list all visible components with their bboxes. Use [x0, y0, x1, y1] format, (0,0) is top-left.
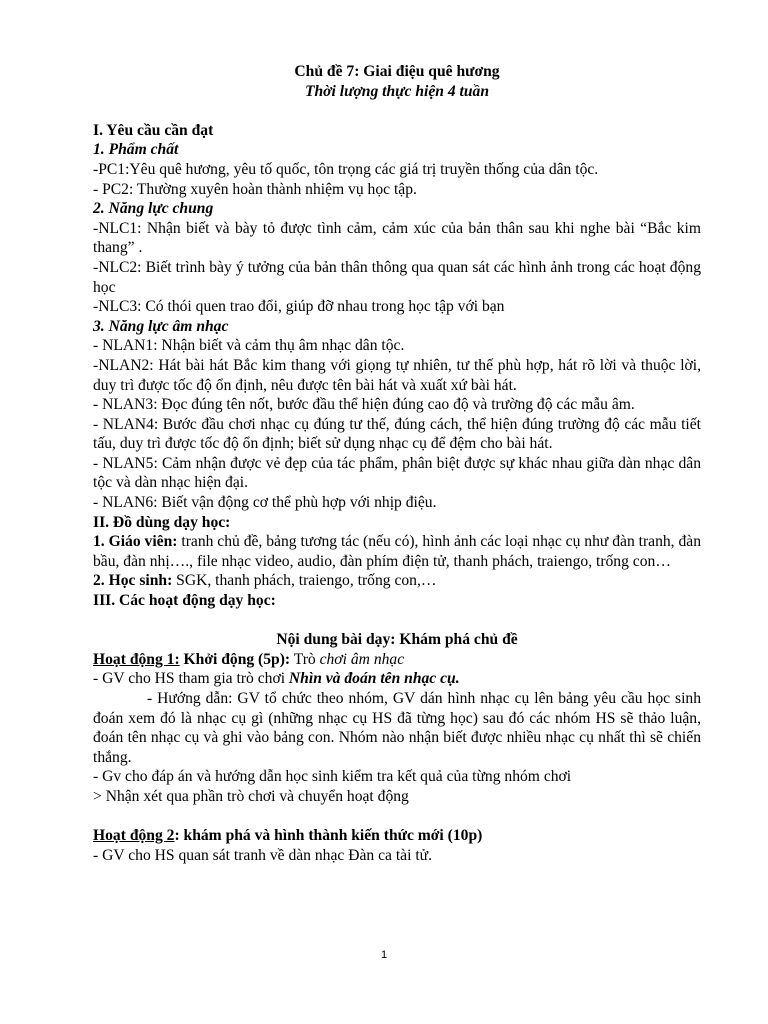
- nlan2-paragraph: -NLAN2: Hát bài hát Bắc kim thang với giọng tự nhiên, tư thế phù hợp, hát rõ lời và thuộc lời, duy trì được tốc độ ổn định, nêu được tên bài hát và xuất xứ bài hát.: [93, 356, 701, 394]
- section-1-heading: I. Yêu cầu cần đạt: [93, 121, 214, 139]
- student-materials-paragraph: [93, 571, 701, 591]
- nlan6-paragraph: - NLAN6: Biết vận động cơ thể phù hợp với nhịp điệu.: [93, 494, 437, 512]
- page-title: Chủ đề 7: Giai điệu quê hương: [294, 63, 500, 80]
- activity-1-text: Trò: [290, 650, 320, 668]
- page-subtitle: Thời lượng thực hiện 4 tuần: [304, 82, 490, 100]
- activity-2-label: Hoạt động 2: [93, 827, 175, 845]
- activity-1-game-title: Nhìn và đoán tên nhạc cụ.: [288, 670, 460, 688]
- activity-1-title: Khởi động (5p):: [179, 650, 291, 668]
- activity-1-heading: [93, 650, 701, 670]
- activity-2-heading: [93, 826, 701, 846]
- activity-1-line-1-text: - GV cho HS tham gia trò chơi: [93, 670, 289, 688]
- teacher-label: 1. Giáo viên:: [93, 533, 178, 551]
- activity-1-game-name: chơi âm nhạc: [319, 650, 405, 668]
- teacher-materials-text: tranh chủ đề, bảng tương tác (nếu có), hình ảnh các loại nhạc cụ như đàn tranh, đàn bầu, đàn nhị…., file nhạc video, audio, đàn phím điện tử, thanh phách, traiengo, trống con…: [93, 533, 701, 570]
- document-page: [93, 62, 701, 865]
- nlan1-paragraph: - NLAN1: Nhận biết và cảm thụ âm nhạc dân tộc.: [93, 337, 405, 355]
- nlan5-paragraph: - NLAN5: Cảm nhận được vẻ đẹp của tác phẩm, phân biệt được sự khác nhau giữa dàn nhạc dân tộc và dàn nhạc hiện đại.: [93, 454, 701, 492]
- activity-2-line-1: - GV cho HS quan sát tranh về dàn nhạc Đàn ca tài tử.: [93, 846, 432, 864]
- student-label: 2. Học sinh:: [93, 572, 173, 590]
- activity-1-label: Hoạt động 1:: [93, 650, 180, 668]
- nlc2-paragraph: -NLC2: Biết trình bày ý tưởng của bản thân thông qua quan sát các hình ảnh trong các hoạt động học: [93, 258, 701, 296]
- activity-1-line-3: - Gv cho đáp án và hướng dẫn học sinh kiểm tra kết quả của từng nhóm chơi: [93, 768, 572, 786]
- nlc3-paragraph: -NLC3: Có thói quen trao đổi, giúp đỡ nhau trong học tập với bạn: [93, 298, 505, 316]
- nlc1-paragraph: -NLC1: Nhận biết và bày tỏ được tình cảm, cảm xúc của bản thân sau khi nghe bài “Bắc kim thang” .: [93, 219, 701, 257]
- pc2-paragraph: - PC2: Thường xuyên hoàn thành nhiệm vụ học tập.: [93, 180, 417, 198]
- nlan3-paragraph: - NLAN3: Đọc đúng tên nốt, bước đầu thể hiện đúng cao độ và trường độ các mẫu âm.: [93, 396, 635, 414]
- activity-1-instructions: [93, 689, 701, 767]
- subsection-music-competence: 3. Năng lực âm nhạc: [93, 317, 229, 335]
- activity-1-instructions-text: - Hướng dẫn: GV tổ chức theo nhóm, GV dán hình nhạc cụ lên bảng yêu cầu học sinh đoán xem đó là nhạc cụ gì (những nhạc cụ HS đã từng học) sau đó các nhóm HS sẽ thảo luận, đoán tên nhạc cụ và ghi vào bảng con. Nhóm nào nhận biết được nhiều nhạc cụ nhất thì sẽ chiến thắng.: [93, 690, 701, 766]
- nlan4-paragraph: - NLAN4: Bước đầu chơi nhạc cụ đúng tư thế, đúng cách, thể hiện đúng trường độ các mẫu tiết tấu, duy trì được tốc độ ổn định; biết sử dụng nhạc cụ để đệm cho bài hát.: [93, 415, 701, 453]
- section-2-heading: II. Đồ dùng dạy học:: [93, 513, 231, 531]
- lesson-title: Nội dung bài dạy: Khám phá chủ đề: [276, 631, 518, 649]
- subsection-qualities: 1. Phẩm chất: [93, 141, 179, 159]
- teacher-materials-paragraph: [93, 532, 701, 571]
- page-number: 1: [380, 949, 388, 961]
- section-3-heading: III. Các hoạt động dạy học:: [93, 592, 276, 610]
- activity-1-line-1: [93, 669, 701, 689]
- subsection-general-competence: 2. Năng lực chung: [93, 200, 214, 218]
- student-materials-text: SGK, thanh phách, traiengo, trống con,…: [172, 572, 437, 590]
- activity-2-title: : khám phá và hình thành kiến thức mới (10p): [174, 827, 483, 845]
- pc1-paragraph: -PC1:Yêu quê hương, yêu tố quốc, tôn trọng các giá trị truyền thống của dân tộc.: [93, 160, 599, 178]
- activity-1-line-4: > Nhận xét qua phần trò chơi và chuyển hoạt động: [93, 787, 409, 805]
